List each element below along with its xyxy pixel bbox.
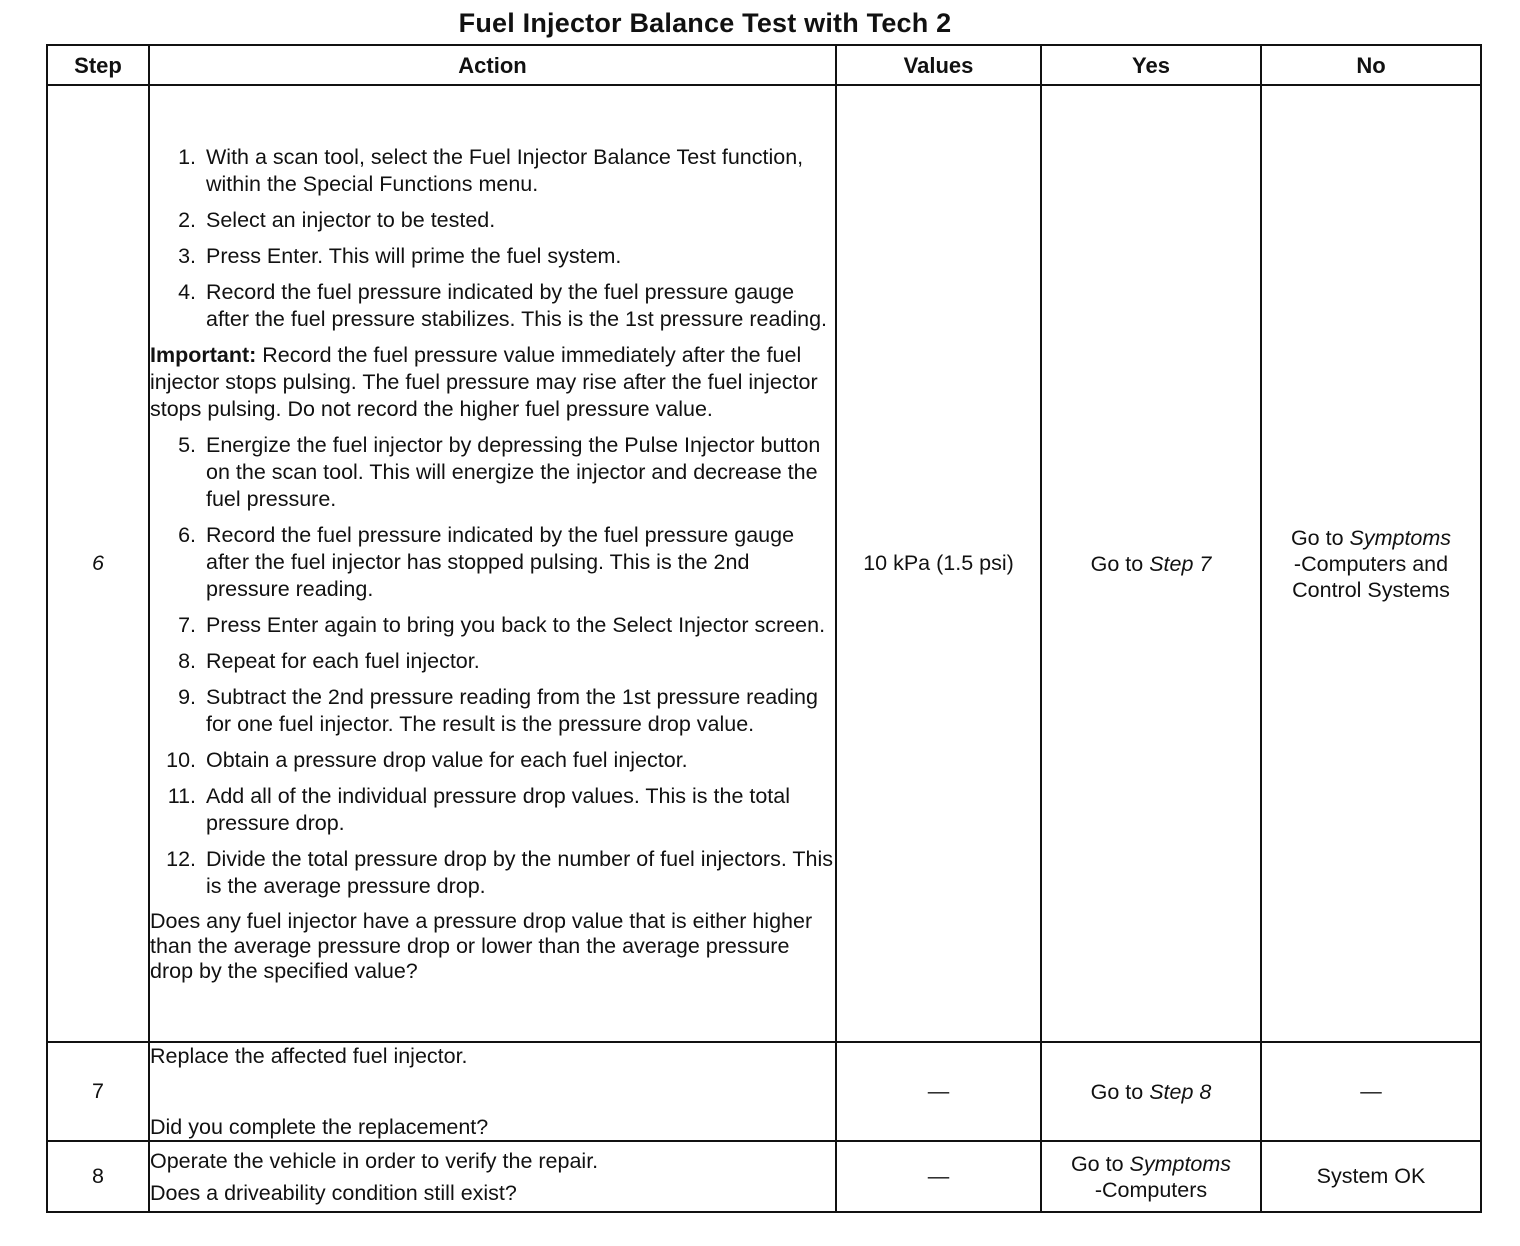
list-item-text: Subtract the 2nd pressure reading from the 1st pressure reading for one fuel injector. The result is the pressure drop value. <box>206 684 818 736</box>
list-item <box>150 243 835 270</box>
list-item <box>150 207 835 234</box>
header-action: Action <box>149 45 836 85</box>
instruction-list <box>150 432 835 900</box>
no-cell <box>1261 85 1481 1042</box>
list-item-text: Select an injector to be tested. <box>206 207 496 232</box>
list-item <box>150 846 835 900</box>
step-instruction: Operate the vehicle in order to verify the repair. <box>150 1148 599 1173</box>
list-item-number: 12. <box>166 846 196 871</box>
table-row-step-6 <box>47 85 1481 1042</box>
list-item-number: 11. <box>167 783 196 808</box>
header-values: Values <box>836 45 1041 85</box>
step-instruction: Replace the affected fuel injector. <box>150 1044 468 1068</box>
step-number: 8 <box>47 1141 149 1212</box>
step-number: 7 <box>47 1042 149 1141</box>
important-text: Record the fuel pressure value immediately after the fuel injector stops pulsing. The fuel pressure may rise after the fuel injector stops pulsing. Do not record the higher fuel pressure value. <box>150 342 818 421</box>
yes-link[interactable] <box>1042 1079 1260 1105</box>
list-item-number: 5. <box>178 432 196 457</box>
important-note <box>150 342 835 423</box>
yes-prefix: Go to <box>1090 551 1150 576</box>
action-cell <box>149 1141 836 1212</box>
list-item <box>150 279 835 333</box>
important-label: Important: <box>150 342 257 367</box>
list-item-number: 4. <box>178 279 196 304</box>
step-question: Does a driveability condition still exist? <box>150 1180 517 1205</box>
no-target-line-2: -Computers and <box>1293 551 1449 576</box>
list-item-text: Press Enter. This will prime the fuel system. <box>206 243 622 268</box>
list-item <box>150 684 835 738</box>
list-item <box>150 612 835 639</box>
list-item-text: Record the fuel pressure indicated by the fuel pressure gauge after the fuel injector has stopped pulsing. This is the 2nd pressure reading. <box>206 522 795 601</box>
instruction-list <box>150 144 835 333</box>
list-item-text: With a scan tool, select the Fuel Injector Balance Test function, within the Special Functions menu. <box>206 144 804 196</box>
values-cell: 10 kPa (1.5 psi) <box>836 85 1041 1042</box>
list-item-number: 9. <box>178 684 196 709</box>
list-item-number: 2. <box>178 207 196 232</box>
values-cell: — <box>836 1141 1041 1212</box>
list-item-number: 7. <box>178 612 196 637</box>
step-number: 6 <box>47 85 149 1042</box>
yes-link[interactable] <box>1042 551 1260 577</box>
values-cell: — <box>836 1042 1041 1141</box>
header-step: Step <box>47 45 149 85</box>
yes-target: Step 7 <box>1149 551 1212 576</box>
list-item <box>150 747 835 774</box>
list-item-text: Obtain a pressure drop value for each fuel injector. <box>206 747 688 772</box>
list-item <box>150 648 835 675</box>
yes-link[interactable] <box>1042 1151 1260 1177</box>
list-item <box>150 432 835 513</box>
list-item-number: 6. <box>178 522 196 547</box>
table-row-step-8 <box>47 1141 1481 1212</box>
yes-prefix: Go to <box>1090 1079 1150 1104</box>
list-item-number: 8. <box>178 648 196 673</box>
step-question: Did you complete the replacement? <box>150 1115 489 1139</box>
list-item-text: Divide the total pressure drop by the number of fuel injectors. This is the average pressure drop. <box>206 846 834 898</box>
no-prefix: Go to <box>1290 525 1350 550</box>
yes-cell <box>1041 1141 1261 1212</box>
list-item <box>150 783 835 837</box>
no-link[interactable] <box>1262 525 1480 551</box>
list-item-text: Repeat for each fuel injector. <box>206 648 480 673</box>
yes-target-line-2: -Computers <box>1094 1177 1208 1202</box>
list-item <box>150 522 835 603</box>
header-yes: Yes <box>1041 45 1261 85</box>
yes-target: Symptoms <box>1129 1151 1232 1176</box>
yes-cell <box>1041 85 1261 1042</box>
action-cell <box>149 85 836 1042</box>
no-cell: System OK <box>1261 1141 1481 1212</box>
yes-cell <box>1041 1042 1261 1141</box>
list-item-text: Add all of the individual pressure drop values. This is the total pressure drop. <box>206 783 791 835</box>
table-row-step-7 <box>47 1042 1481 1141</box>
list-item-text: Energize the fuel injector by depressing the Pulse Injector button on the scan tool. This will energize the injector and decrease the fuel pressure. <box>206 432 821 511</box>
action-cell <box>149 1042 836 1141</box>
header-no: No <box>1261 45 1481 85</box>
list-item-text: Record the fuel pressure indicated by the fuel pressure gauge after the fuel pressure stabilizes. This is the 1st pressure reading. <box>206 279 828 331</box>
diagnostic-table <box>46 44 1482 1213</box>
no-target: Symptoms <box>1349 525 1452 550</box>
list-item-text: Press Enter again to bring you back to the Select Injector screen. <box>206 612 826 637</box>
yes-target: Step 8 <box>1149 1079 1212 1104</box>
page-title: Fuel Injector Balance Test with Tech 2 <box>458 8 952 38</box>
list-item <box>150 144 835 198</box>
list-item-number: 3. <box>178 243 196 268</box>
list-item-number: 1. <box>178 144 196 169</box>
table-header-row <box>47 45 1481 85</box>
step-question: Does any fuel injector have a pressure drop value that is either higher than the average pressure drop or lower than the average pressure drop by the specified value? <box>150 908 813 983</box>
no-target-line-3: Control Systems <box>1292 577 1450 602</box>
no-cell: — <box>1261 1042 1481 1141</box>
list-item-number: 10. <box>166 747 196 772</box>
yes-prefix: Go to <box>1070 1151 1130 1176</box>
